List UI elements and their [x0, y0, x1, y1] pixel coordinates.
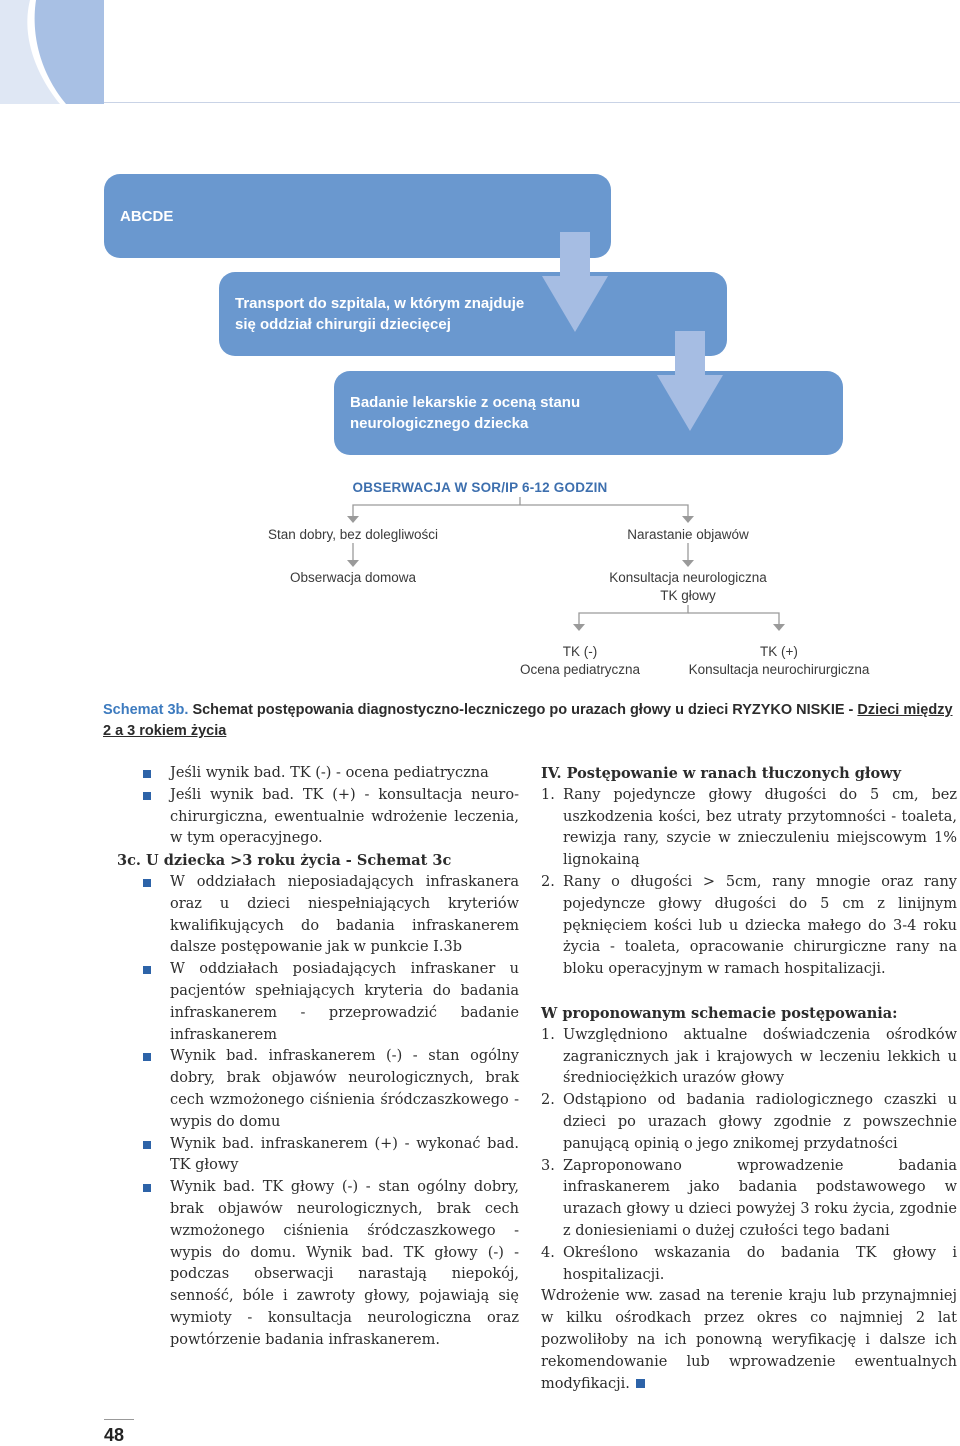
- flow-tk-positive: [664, 643, 894, 679]
- flow-box-abcde-label: ABCDE: [120, 207, 174, 225]
- left-column: [117, 763, 519, 1352]
- transport-line-2: się oddział chirurgii dziecięcej: [235, 316, 451, 333]
- header-rule: [104, 102, 960, 103]
- closing-text: Wdrożenie ww. zasad na terenie kraju lub przynajmniej w kilku ośrodkach przez okres co najmniej 2 lat pozwoliłoby na ich ponowną weryfikację i dalsze ich rekomendowanie lub wprowadzenie ewentualnych modyfikacji.: [541, 1288, 957, 1392]
- flow-box-transport: [219, 272, 727, 356]
- flow-connectors: [0, 495, 960, 645]
- section-heading-iv: IV. Postępowanie w ranach tłuczonych głowy: [541, 765, 902, 782]
- transport-line-1: Transport do szpitala, w którym znajduje: [235, 295, 525, 312]
- flow-home-observation: Obserwacja domowa: [289, 570, 417, 585]
- numbered-item: [541, 872, 957, 981]
- flow-good-state: Stan dobry, bez dolegliwości: [267, 527, 439, 542]
- figure-caption: [103, 700, 960, 742]
- list-item: Wynik bad. TK głowy (-) - stan ogólny dobry, brak objawów neurologicznych, brak cech wzmożonego ciśnienia śródczaszkowego - wypis do domu. Wynik bad. TK głowy (-) - podczas obserwacji narastają niepokój, senność, bóle i zawroty głowy, pojawiają się wymioty - konsultacja neurologiczna oraz powtórzenie badania infraskanerem.: [137, 1177, 519, 1351]
- list-item: Wynik bad. infraskanerem (-) - stan ogólny dobry, brak objawów neurologicznych, brak cech wzmożonego ciśnienia śródczaszkowego - wypis do domu: [137, 1046, 519, 1133]
- list-item: Jeśli wynik bad. TK (-) - ocena pediatryczna: [137, 763, 519, 785]
- tk-positive-line-2: Konsultacja neurochirurgiczna: [688, 662, 870, 677]
- flow-box-examination: [334, 371, 843, 455]
- numbered-item: [541, 1156, 957, 1243]
- item-text: Rany pojedyncze głowy długości do 5 cm, bez uszkodzenia kości, bez utraty przytomności - toaleta, rewizja rany, szycie w znieczuleniu miejscowym 1% lignokainą: [563, 786, 957, 869]
- list-item: Jeśli wynik bad. TK (+) - konsultacja neuro-chirurgiczna, ewentualnie wdrożenie leczenia, w tym operacyjnego.: [137, 785, 519, 850]
- right-column: [541, 763, 957, 1395]
- closing-paragraph: [541, 1286, 957, 1395]
- caption-label: Schemat 3b.: [103, 702, 189, 718]
- tk-positive-line-1: TK (+): [760, 644, 798, 659]
- examination-line-1: Badanie lekarskie z oceną stanu: [350, 394, 581, 411]
- tk-negative-line-1: TK (-): [562, 644, 598, 659]
- item-number: 1.: [541, 1026, 555, 1043]
- list-item: Wynik bad. infraskanerem (+) - wykonać bad. TK głowy: [137, 1134, 519, 1178]
- item-text: Odstąpiono od badania radiologicznego czaszki u dzieci po urazach głowy zgodnie z powszechnie panującą opinią o jego znikomej przydatności: [563, 1092, 957, 1152]
- item-number: 2.: [541, 1092, 555, 1109]
- numbered-item: [541, 1025, 957, 1090]
- section-heading-3c: 3c. U dziecka >3 roku życia - Schemat 3c: [117, 852, 452, 870]
- flow-box-abcde: [104, 174, 611, 258]
- decorative-wave: [0, 0, 110, 104]
- list-item: W oddziałach posiadających infraskaner u pacjentów spełniających kryteria do badania infraskanerem - przeprowadzić badanie infraskanerem: [137, 959, 519, 1046]
- observation-title: OBSERWACJA W SOR/IP 6-12 GODZIN: [352, 480, 608, 495]
- item-number: 1.: [541, 786, 555, 803]
- item-text: Uwzględniono aktualne doświadczenia ośrodków zagranicznych jak i krajowych w leczeniu lekkich u średniociężkich urazów głowy: [563, 1026, 957, 1087]
- flow-worsening: Narastanie objawów: [627, 527, 749, 542]
- page-number: 48: [104, 1425, 125, 1445]
- item-number: 4.: [541, 1244, 555, 1261]
- section-heading-summary: W proponowanym schemacie postępowania:: [541, 1004, 898, 1022]
- item-text: Określono wskazania do badania TK głowy i hospitalizacji.: [563, 1244, 957, 1283]
- down-arrow-icon: [657, 331, 723, 431]
- list-item: W oddziałach nieposiadających infraskanera oraz u dzieci niespełniających kryteriów kwalifikujących do badania infraskanerem dalsze postępowanie jak w punkcie I.3b: [137, 872, 519, 959]
- caption-text: Schemat postępowania diagnostyczno-leczniczego po urazach głowy u dzieci RYZYKO NISKIE -: [188, 702, 858, 718]
- down-arrow-icon: [542, 232, 608, 332]
- caption-underlined: Dzieci między 2 a 3 rokiem życia: [103, 702, 953, 739]
- tk-negative-line-2: Ocena pediatryczna: [519, 662, 641, 677]
- flow-neuro-consult: [568, 569, 808, 605]
- neuro-consult-line-2: TK głowy: [660, 588, 716, 603]
- end-square-icon: [636, 1379, 645, 1388]
- examination-line-2: neurologicznego dziecka: [350, 415, 529, 432]
- item-text: Rany o długości > 5cm, rany mnogie oraz rany pojedyncze głowy długości do 5 cm z linijnym pęknięciem kości lub u dziecka małego do 3-4 roku życia - toaleta, opracowanie chirurgiczne rany na bloku operacyjnym w ramach hospitalizacji.: [563, 873, 957, 978]
- page-number-rule: [104, 1419, 134, 1420]
- item-number: 3.: [541, 1157, 555, 1174]
- neuro-consult-line-1: Konsultacja neurologiczna: [609, 570, 767, 585]
- numbered-item: [541, 1243, 957, 1287]
- item-number: 2.: [541, 873, 555, 890]
- item-text: Zaproponowano wprowadzenie badania infraskanerem jako badania podstawowego w urazach głowy u dzieci powyżej 3 roku życia, zgodnie z doniesieniami o dużej czułości tego badani: [563, 1157, 957, 1239]
- numbered-item: [541, 1090, 957, 1155]
- numbered-item: [541, 785, 957, 872]
